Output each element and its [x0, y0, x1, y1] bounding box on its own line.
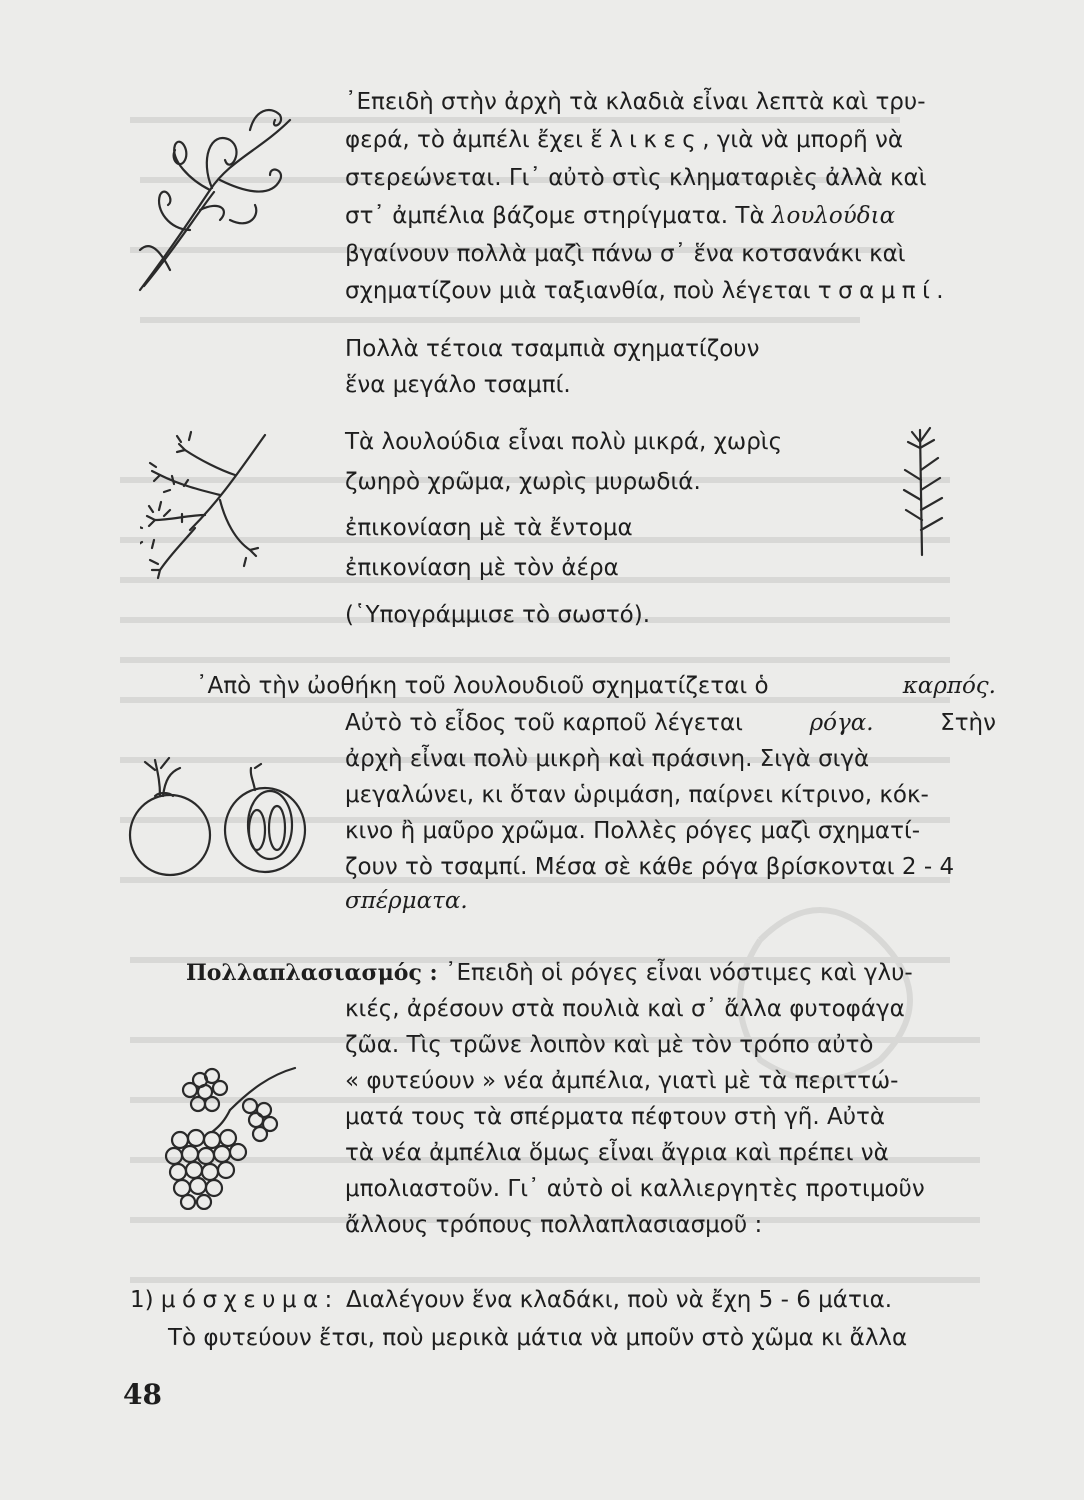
- text-line: [345, 991, 905, 1027]
- italic-term: λουλούδια: [771, 203, 896, 229]
- text-segment: σχηματίζουν μιὰ ταξιανθία, ποὺ λέγεται: [345, 278, 811, 304]
- numbered-item: [130, 1282, 996, 1318]
- text-segment: ματά τους τὰ σπέρματα πέφτουν στὴ γῆ. Αὐτὰ: [345, 1104, 886, 1130]
- spaced-term: μόσχευμα:: [160, 1287, 339, 1313]
- text-segment: ᾿Επειδὴ οἱ ρόγες εἶναι νόστιμες καὶ γλυ-: [444, 960, 913, 986]
- text-line: [186, 955, 996, 991]
- text-segment: ἄλλους τρόπους πολλαπλασιασμοῦ :: [345, 1212, 763, 1238]
- text-line: [345, 883, 468, 919]
- text-line: [345, 777, 929, 813]
- text-line: [345, 273, 997, 309]
- spaced-term: ἕλικες: [590, 127, 703, 153]
- text-segment: ἐπικονίαση μὲ τὰ ἔντομα: [345, 515, 633, 541]
- text-segment: Αὐτὸ τὸ εἶδος τοῦ καρποῦ λέγεται: [345, 710, 743, 736]
- text-segment: Πολλὰ τέτοια τσαμπιὰ σχηματίζουν: [345, 336, 760, 362]
- text-segment: [345, 122, 903, 158]
- pollination-option-insects[interactable]: [345, 510, 633, 546]
- text-line: [345, 160, 997, 196]
- text-line: [345, 849, 954, 885]
- text-line: [168, 1320, 907, 1356]
- text-line: [345, 1171, 925, 1207]
- text-segment: Τὰ λουλούδια εἶναι πολὺ μικρά, χωρὶς: [345, 429, 783, 455]
- text-segment: Στὴν: [940, 710, 996, 736]
- text-segment: μπολιαστοῦν. Γι᾿ αὐτὸ οἱ καλλιεργητὲς προτιμοῦν: [345, 1176, 925, 1202]
- text-segment: ζουν τὸ τσαμπί. Μέσα σὲ κάθε ρόγα βρίσκονται 2 - 4: [345, 854, 955, 880]
- text-line: [345, 1099, 885, 1135]
- spaced-term: τσαμπί.: [817, 278, 951, 304]
- text-segment: ἕνα μεγάλο τσαμπί.: [345, 372, 571, 398]
- text-line: [345, 597, 650, 633]
- grape-bunch-illustration: [160, 1060, 300, 1210]
- section-heading: Πολλαπλασιασμός :: [186, 960, 438, 986]
- text-line: [345, 367, 571, 403]
- text-line: [345, 705, 996, 741]
- text-segment: ἐπικονίαση μὲ τὸν ἀέρα: [345, 555, 619, 581]
- text-line: [345, 331, 759, 367]
- text-line: [345, 741, 869, 777]
- text-line: [345, 1135, 889, 1171]
- text-line: [345, 1027, 873, 1063]
- text-segment: (῾Υπογράμμισε τὸ σωστό).: [345, 602, 651, 628]
- text-segment: κιές, ἀρέσουν στὰ πουλιὰ καὶ σ᾿ ἄλλα φυτοφάγα: [345, 996, 905, 1022]
- text-line: [345, 84, 997, 120]
- text-segment: φερά, τὸ ἀμπέλι ἔχει: [345, 127, 583, 153]
- text-line: [345, 122, 997, 158]
- text-segment: μεγαλώνει, κι ὅταν ὡριμάση, παίρνει κίτρινο, κόκ-: [345, 782, 929, 808]
- text-line: [345, 464, 701, 500]
- text-segment: , γιὰ νὰ μπορῆ νὰ: [702, 127, 904, 153]
- text-segment: ᾿Απὸ τὴν ὠοθήκη τοῦ λουλουδιοῦ σχηματίζεται ὁ: [196, 673, 769, 699]
- text-segment: στ᾿ ἀμπέλια βάζομε στηρίγματα. Τὰ: [345, 203, 765, 229]
- text-line: [345, 198, 997, 234]
- text-segment: ᾿Επειδὴ στὴν ἀρχὴ τὰ κλαδιὰ εἶναι λεπτὰ καὶ τρυ-: [345, 89, 926, 115]
- text-line: [345, 1063, 898, 1099]
- grape-flower-cluster-illustration: [140, 430, 270, 580]
- italic-term: σπέρματα.: [345, 888, 468, 914]
- flower-detail-illustration: [890, 420, 960, 560]
- tendril-illustration: [130, 100, 310, 300]
- text-line: [345, 424, 782, 460]
- text-segment: κινο ἢ μαῦρο χρῶμα. Πολλὲς ρόγες μαζὶ σχηματί-: [345, 818, 921, 844]
- text-line: [345, 1207, 762, 1243]
- pollination-option-wind[interactable]: [345, 550, 619, 586]
- italic-term: καρπός.: [902, 673, 996, 699]
- grape-berry-illustration: [125, 750, 315, 885]
- text-line: [345, 813, 920, 849]
- item-number: 1): [130, 1287, 154, 1313]
- text-line: [196, 668, 996, 704]
- text-segment: Διαλέγουν ἕνα κλαδάκι, ποὺ νὰ ἔχη 5 - 6 μάτια.: [346, 1287, 893, 1313]
- text-segment: ἀρχὴ εἶναι πολὺ μικρὴ καὶ πράσινη. Σιγὰ σιγὰ: [345, 746, 870, 772]
- text-segment: Τὸ φυτεύουν ἔτσι, ποὺ μερικὰ μάτια νὰ μποῦν στὸ χῶμα κι ἄλλα: [168, 1325, 908, 1351]
- page-number: 48: [123, 1378, 162, 1411]
- text-segment: στερεώνεται. Γι᾿ αὐτὸ στὶς κληματαριὲς ἀλλὰ καὶ: [345, 165, 927, 191]
- text-segment: ζῶα. Τὶς τρῶνε λοιπὸν καὶ μὲ τὸν τρόπο αὐτὸ: [345, 1032, 874, 1058]
- text-segment: βγαίνουν πολλὰ μαζὶ πάνω σ᾿ ἕνα κοτσανάκι καὶ: [345, 241, 906, 267]
- text-segment: τὰ νέα ἀμπέλια ὅμως εἶναι ἄγρια καὶ πρέπει νὰ: [345, 1140, 889, 1166]
- text-segment: ζωηρὸ χρῶμα, χωρὶς μυρωδιά.: [345, 469, 701, 495]
- text-segment: « φυτεύουν » νέα ἀμπέλια, γιατὶ μὲ τὰ περιττώ-: [345, 1068, 899, 1094]
- italic-term: ρόγα.: [809, 710, 874, 736]
- text-line: [345, 236, 997, 272]
